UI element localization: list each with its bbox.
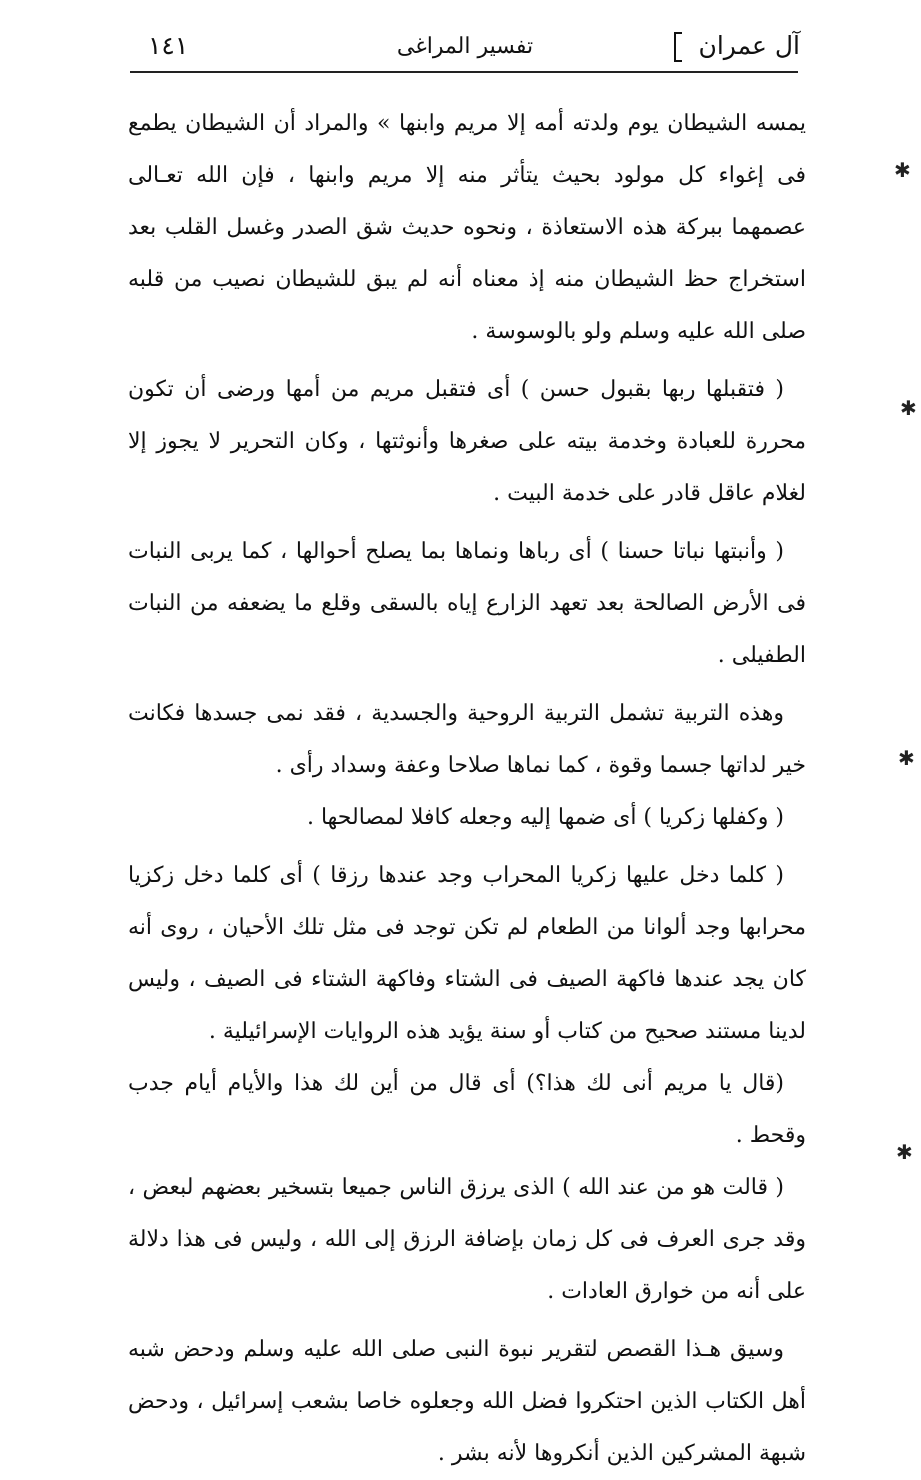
paragraph-2: ( فتقبلها ربها بقبول حسن ) أى فتقبل مريم من أمها ورضى أن تكون محررة للعبادة وخدمة بيته على صغرها وأنوثتها ، وكان التحرير لا يجوز إلا لغلام عاقل قادر على خدمة البيت . [128,377,806,506]
paragraph-9: وسيق هـذا القصص لتقرير نبوة النبى صلى الله عليه وسلم ودحض شبه أهل الكتاب الذين احتكروا فضل الله وجعلوه خاصا بشعب إسرائيل ، ودحض شبهة المشركين الذين أنكروها لأنه بشر . [128,1337,806,1466]
margin-speck-icon: ✱ [896,1140,913,1164]
header-divider [130,71,798,73]
paragraph-4: وهذه التربية تشمل التربية الروحية والجسدية ، فقد نمى جسدها فكانت خير لداتها جسما وقوة ، كما نماها صلاحا وعفة وسداد رأى . [128,701,806,778]
margin-speck-icon: ✱ [898,746,915,770]
page-number: ١٤١ [148,31,189,60]
page-header [130,28,800,68]
paragraph-6: ( كلما دخل عليها زكريا المحراب وجد عندها رزقا ) أى كلما دخل زكزيا محرابها وجد ألوانا من الطعام لم تكن توجد فى مثل تلك الأحيان ، روى أنه كان يجد عندها فاكهة الصيف فى الشتاء وفاكهة الشتاء فى الصيف ، وليس لدينا مستند صحيح من كتاب أو سنة يؤيد هذه الروايات الإسرائيلية . [128,863,806,1044]
paragraph-3: ( وأنبتها نباتا حسنا ) أى رباها ونماها بما يصلح أحوالها ، كما يربى النبات فى الأرض الصالحة بعد تعهد الزارع إياه بالسقى وقلع ما يضعفه من النبات الطفيلى . [128,539,806,668]
margin-speck-icon: ✱ [894,158,911,182]
header-book-title: تفسير المراغى [396,34,534,59]
paragraph-1: يمسه الشيطان يوم ولدته أمه إلا مريم وابنها » والمراد أن الشيطان يطمع فى إغواء كل مولود بحيث يتأثر منه إلا مريم وابنها ، فإن الله تعـالى عصمهما ببركة هذه الاستعاذة ، ونحوه حديث شق الصدر وغسل القلب بعد استخراج حظ الشيطان منه إذ معناه أنه لم يبق للشيطان نصيب من قلبه صلى الله عليه وسلم ولو بالوسوسة . [128,111,806,344]
paragraph-5: ( وكفلها زكريا ) أى ضمها إليه وجعله كافلا لمصالحها . [306,805,784,830]
margin-speck-icon: ✱ [900,396,917,420]
paragraph-7: (قال يا مريم أنى لك هذا؟) أى قال من أين لك هذا والأيام أيام جدب وقحط . [128,1071,806,1148]
header-surah-name: آل عمران [698,31,800,60]
paragraph-8: ( قالت هو من عند الله ) الذى يرزق الناس جميعا بتسخير بعضهم لبعض ، وقد جرى العرف فى كل زمان بإضافة الرزق إلى الله ، وليس فى هذا دلالة على أنه من خوارق العادات . [128,1175,806,1304]
body-text [128,98,806,1466]
